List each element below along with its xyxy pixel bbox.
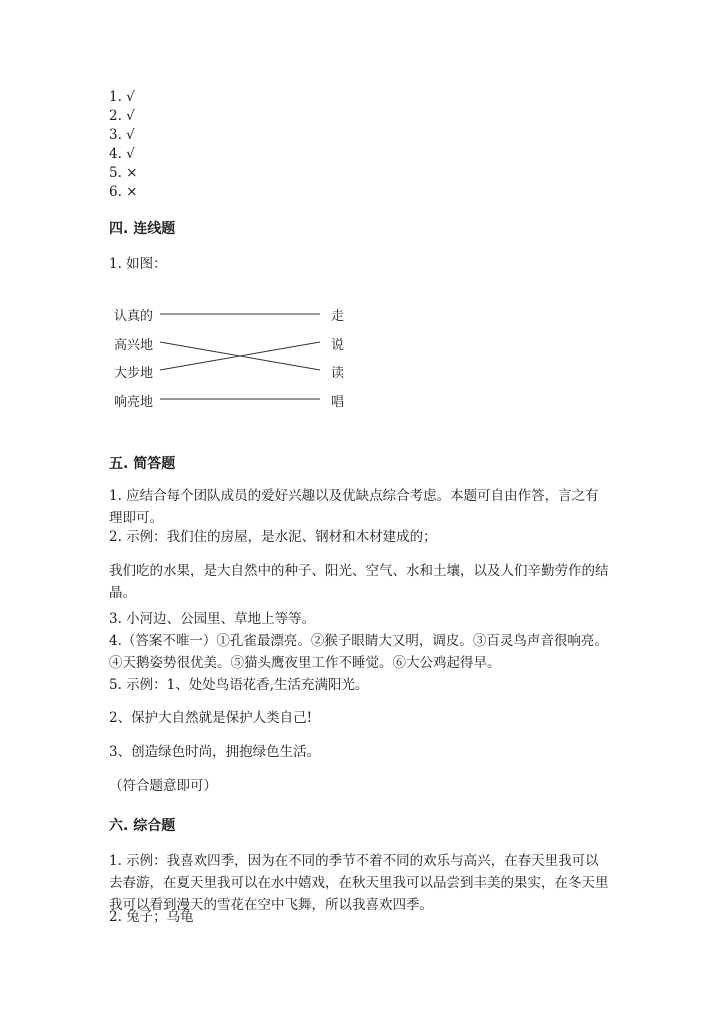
section5-item-2-cont: 我们吃的水果，是大自然中的种子、阳光、空气、水和土壤，以及人们辛勤劳作的结晶。 [109,563,609,601]
section5-item-1: 1. 应结合每个团队成员的爱好兴趣以及优缺点综合考虑。本题可自由作答，言之有理即可。 [109,488,599,526]
section5-item-5b: 2、保护大自然就是保护人类自己! [109,710,313,726]
answer-1: 1. √ [109,89,135,105]
section5-item-5c: 3、创造绿色时尚，拥抱绿色生活。 [109,744,321,760]
answer-6: 6. × [109,184,138,200]
left-item-3: 大步地 [114,366,154,381]
left-item-2: 高兴地 [114,338,154,353]
answer-2: 2. √ [109,108,135,124]
section5-note: （符合题意即可） [109,778,217,794]
section4-intro: 1. 如图： [109,256,167,272]
section4-heading: 四. 连线题 [109,221,176,237]
section5-item-2: 2. 示例：我们住的房屋，是水泥、钢材和木材建成的； [109,529,437,545]
section5-item-3: 3. 小河边、公园里、草地上等等。 [109,611,316,627]
right-item-3: 读 [331,366,345,381]
section6-item-2: 2. 兔子；乌龟 [109,909,194,925]
section5-item-5: 5. 示例：1、处处鸟语花香,生活充满阳光。 [109,677,369,693]
right-item-1: 走 [331,309,345,324]
answer-4: 4. √ [109,146,135,162]
left-item-4: 响亮地 [114,395,154,410]
answer-3: 3. √ [109,127,135,143]
section6-item-1: 1. 示例：我喜欢四季，因为在不同的季节不着不同的欢乐与高兴，在春天里我可以去春游，在夏天里我可以在水中嬉戏，在秋天里我可以品尝到丰美的果实，在冬天里我可以看到漫天的雪花在空中飞舞，所以我喜欢四季。 [109,853,609,913]
left-item-1: 认真的 [114,309,154,324]
answer-5: 5. × [109,165,138,181]
section6-heading: 六. 综合题 [109,818,176,834]
right-item-4: 唱 [331,395,345,410]
right-item-2: 说 [331,338,345,353]
section5-heading: 五. 简答题 [109,456,176,472]
section5-item-4: 4.（答案不唯一）①孔雀最漂亮。②猴子眼睛大又明，调皮。③百灵鸟声音很响亮。 ④天鹅姿势很优美。⑤猫头鹰夜里工作不睡觉。⑥大公鸡起得早。 [109,633,608,671]
